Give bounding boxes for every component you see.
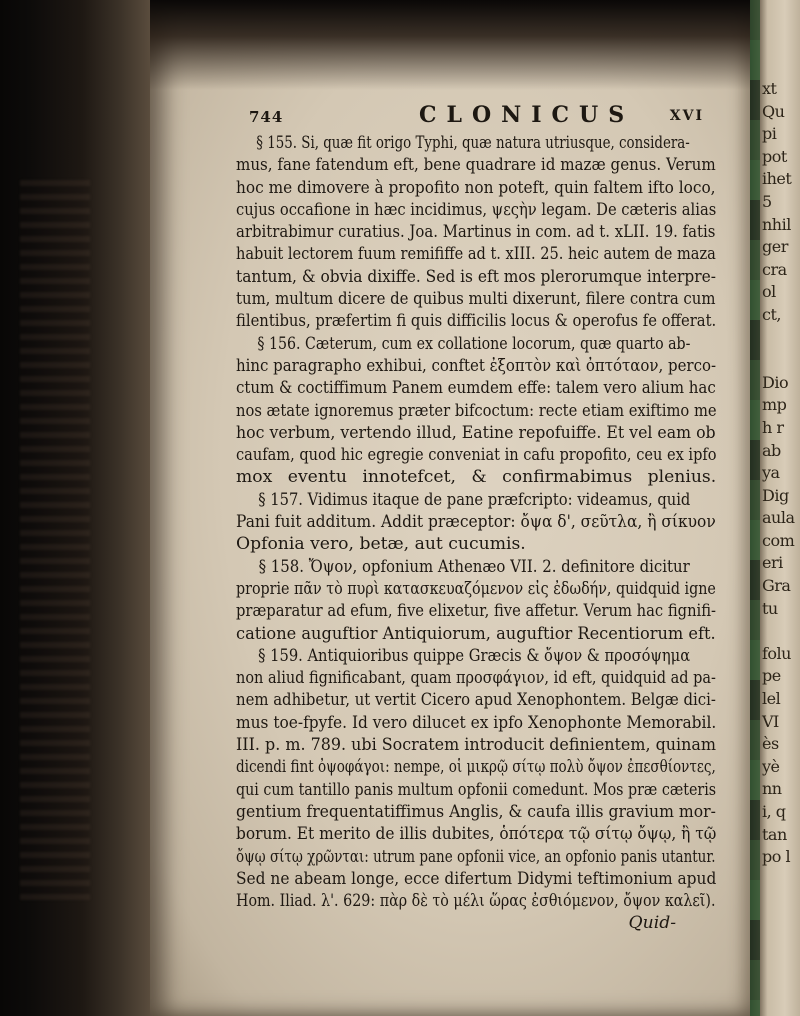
text-line: hoc verbum, vertendo illud, Eatine repofuiffe. Et vel eam ob <box>236 422 716 443</box>
adjacent-page-fragment: ès <box>762 734 779 754</box>
adjacent-page-fragment: Dio <box>762 372 789 392</box>
text-line: mox eventu innotefcet, & confirmabimus plenius. <box>236 467 717 488</box>
adjacent-page-fragment: tan <box>762 824 787 844</box>
text-line: hoc me dimovere à propofito non poteft, quin faltem ifto loco, <box>236 177 716 198</box>
text-line: ctum & coctiffimum Panem eumdem effe: talem vero alium hac <box>236 378 716 399</box>
adjacent-page-fragment: pe <box>762 666 781 686</box>
adjacent-page-fragment: tu <box>762 598 778 618</box>
text-line: caufam, quod hic egregie conveniat in cafu propofito, ceu ex ipfo <box>236 445 717 466</box>
adjacent-page-fragment: xt <box>762 79 777 98</box>
adjacent-page-fragment <box>762 620 800 643</box>
running-title: CLONICUS <box>419 102 635 128</box>
adjacent-page-fragment: ihet <box>762 169 792 189</box>
text-line: ὄψῳ σίτῳ χρῶνται: utrum pane opfonii vice, an opfonio panis utantur. <box>236 846 716 867</box>
text-line: Pani fuit additum. Addit præceptor: ὄψα δ', σεῦτλα, ἢ σίκυον <box>236 512 716 533</box>
adjacent-page-fragment: nn <box>762 779 782 799</box>
adjacent-page-fragment: folu <box>762 643 791 663</box>
text-line: præparatur ad efum, five elixetur, five affetur. Verum hac fignifi- <box>236 601 717 622</box>
text-line: borum. Et merito de illis dubites, ὁπότερα τῷ σίτῳ ὄψῳ, ἢ τῷ <box>236 824 717 845</box>
adjacent-page-fragment: yè <box>762 756 780 776</box>
text-line: nos ætate ignoremus præter bifcoctum: recte etiam exiftimo me <box>236 400 717 421</box>
adjacent-page-fragment: pi <box>762 124 777 144</box>
text-line: § 156. Cæterum, cum ex collatione locorum, quæ quarto ab- <box>257 333 691 354</box>
text-line: proprie πᾶν τὸ πυρὶ κατασκευαζόμενον εἰς ἐδωδήν, quidquid igne <box>236 578 716 599</box>
text-line: § 155. Si, quæ fit origo Typhi, quæ natura utriusque, considera- <box>256 133 690 153</box>
text-line: tantum, & obvia dixiffe. Sed is eft mos plerorumque interpre- <box>236 266 716 287</box>
section-number: XVI <box>669 108 704 124</box>
adjacent-page-fragment: nhil <box>762 214 791 234</box>
adjacent-page-fragment: Dig <box>762 485 789 505</box>
catchword: Quid- <box>628 913 676 934</box>
text-line: arbitrabimur curatius. Joa. Martinus in com. ad t. xLII. 19. fatis <box>236 222 716 243</box>
adjacent-page-fragment: Gra <box>762 576 791 596</box>
adjacent-page-fragment: Qu <box>762 101 785 121</box>
text-line: § 159. Antiquioribus quippe Græcis & ὄψον & προσόψημα <box>258 645 691 666</box>
text-line: Sed ne abeam longe, ecce difertum Didymi teftimonium apud <box>236 868 717 889</box>
adjacent-page-fragment: pot <box>762 146 787 166</box>
text-line: Hom. Iliad. λ'. 629: πὰρ δὲ τὸ μέλι ὥρας ἐσθιόμενον, ὄψον καλεῖ). <box>236 891 716 912</box>
text-line: dicendi fint ὀψοφάγοι: nempe, οἱ μικρῷ σίτῳ πολὺ ὄψον ἐπεσθίοντες, <box>236 757 716 778</box>
adjacent-page-fragment: 5 <box>762 191 772 211</box>
adjacent-page-fragment: i, q <box>762 802 786 821</box>
text-line: qui cum tantillo panis multum opfonii comedunt. Mos præ cæteris <box>236 779 717 800</box>
book-spine <box>0 0 150 1016</box>
main-text-block <box>236 132 716 935</box>
text-line: gentium frequentatiffimus Anglis, & caufa illis gravium mor- <box>236 801 716 822</box>
text-line: catione auguftior Antiquiorum, auguftior Recentiorum eft. <box>236 623 716 644</box>
adjacent-page-fragment: ab <box>762 440 781 460</box>
adjacent-page-fragment: ger <box>762 237 788 257</box>
adjacent-page-edge <box>750 0 800 1016</box>
adjacent-page-fragment: ol <box>762 282 776 302</box>
page-number: 744 <box>249 108 284 126</box>
adjacent-page-fragment: eri <box>762 553 783 573</box>
adjacent-page-fragment: cra <box>762 259 787 279</box>
text-line: § 158. Ὄψον, opfonium Athenæo VII. 2. definitore dicitur <box>258 556 690 577</box>
adjacent-page-fragment: mp <box>762 395 787 415</box>
adjacent-page-fragment: ya <box>762 463 780 483</box>
adjacent-page-fragment: aula <box>762 508 795 528</box>
adjacent-page-fragment: com <box>762 530 795 550</box>
text-line: Opfonia vero, betæ, aut cucumis. <box>236 534 526 555</box>
text-line: non aliud fignificabant, quam προσφάγιον, id eft, quidquid ad pa- <box>236 668 716 689</box>
text-line: mus toe-fpyfe. Id vero dilucet ex ipfo Xenophonte Memorabil. <box>236 712 717 733</box>
adjacent-page-fragment: po l <box>762 847 791 867</box>
text-line: nem adhibetur, ut vertit Cicero apud Xenophontem. Belgæ dici- <box>236 690 716 711</box>
text-line: III. p. m. 789. ubi Socratem introducit definientem, quinam <box>236 735 717 756</box>
adjacent-page-fragment: VI <box>762 711 779 731</box>
text-line: habuit lectorem fuum remififfe ad t. xIII. 25. heic autem de maza <box>236 244 716 265</box>
text-line: hinc paragrapho exhibui, conftet ἐξοπτὸν καὶ ὀπτόταον, perco- <box>236 355 717 376</box>
adjacent-page-fragment <box>762 349 800 372</box>
text-line: mus, fane fatendum eft, bene quadrare id mazæ genus. Verum <box>236 155 716 176</box>
running-header <box>249 104 704 134</box>
adjacent-page-fragment: lel <box>762 689 781 709</box>
text-line: cujus occafione in hæc incidimus, ψεςὴν legam. De cæteris alias <box>236 199 717 220</box>
adjacent-page-fragment <box>762 327 800 350</box>
adjacent-page-text <box>762 78 800 869</box>
adjacent-page-fragment: h r <box>762 417 784 437</box>
adjacent-page-fragment: ct, <box>762 304 781 324</box>
text-line: § 157. Vidimus itaque de pane præfcripto: videamus, quid <box>258 489 691 510</box>
text-line: tum, multum dicere de quibus multi dixerunt, filere contra cum <box>236 289 716 310</box>
text-line: filentibus, præfertim fi quis difficilis locus & operofus fe offerat. <box>236 311 717 332</box>
